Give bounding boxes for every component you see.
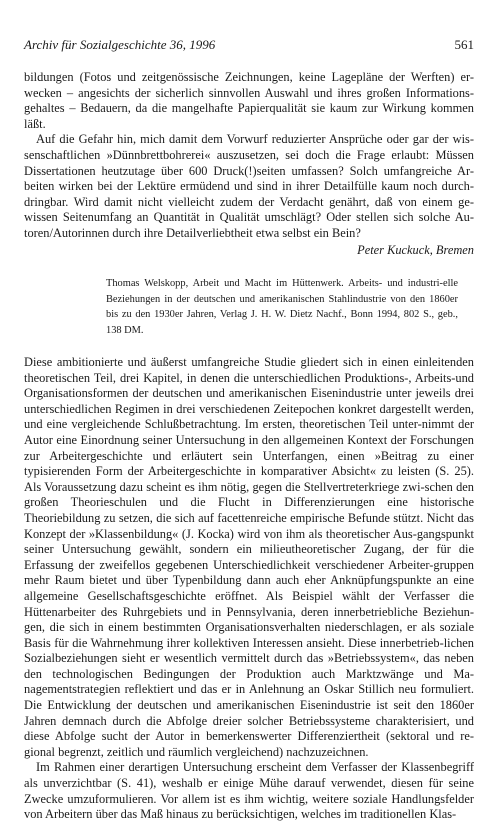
book-citation: Thomas Welskopp, Arbeit und Macht im Hüttenwerk. Arbeits- und industri-elle Beziehungen in der deutschen und amerikanischen Stahlindustrie von den 1860er bis zu den 1930er Jahren, Verlag J. H. W. Dietz Nachf., Bonn 1994, 802 S., geb., 138 DM. <box>106 278 458 336</box>
page-number: 561 <box>454 37 474 52</box>
running-header <box>24 36 474 54</box>
previous-review-text <box>24 70 474 242</box>
paragraph: bildungen (Fotos und zeitgenössische Zeichnungen, keine Lagepläne der Werften) er-wecken – angesichts der sicherlich sinnvollen Auswahl und ihres großen Informations-gehaltes – Bedauern, da die mangelhafte Papierqualität sie kaum zur Wirkung kommen läßt. <box>24 70 474 131</box>
journal-title: Archiv für Sozialgeschichte 36, 1996 <box>24 37 216 52</box>
review-text <box>24 355 474 823</box>
paragraph: Auf die Gefahr hin, mich damit dem Vorwurf reduzierter Ansprüche oder gar der wis-senschaftlichen »Dünnbrettbohrerei« auszusetzen, sei doch die Frage erlaubt: Müssen Dissertationen heutzutage über 600 Druck(!)seiten umfassen? Solch umfangreiche Ar-beiten wirken bei der Lektüre ermüdend und sind in ihrer Detailfülle kaum noch durch-dringbar. Wird damit nicht vielleicht zudem der Verdacht genährt, daß von einem ge-wissen Seitenumfang an Quantität in Qualität umschlägt? Oder stellen sich solche Au-toren/Autorinnen durch ihre Detailverliebtheit etwa selbst ein Bein? <box>24 132 474 240</box>
paragraph: Im Rahmen einer derartigen Untersuchung erscheint dem Verfasser der Klassenbegriff als unverzichtbar (S. 41), weshalb er einige Mühe darauf verwendet, diesen für seine Zwecke umzuformulieren. Vor allem ist es ihm wichtig, weitere soziale Handlungsfelder von Arbeitern über das Maß hinaus zu berücksichtigen, welches im traditionellen Klas- <box>24 760 474 822</box>
paragraph: Diese ambitionierte und äußerst umfangreiche Studie gliedert sich in einen einleitenden theoretischen Teil, drei Kapitel, in denen die unterschiedlichen Produktions-, Arbeits-und Organisationsformen der deutschen und amerikanischen Eisenindustrie unter jeweils drei unterschiedlichen Regimen in drei verschiedenen Zeitepochen konkret dargestellt werden, und eine vergleichende Schlußbetrachtung. Im ersten, theoretischen Teil unter-nimmt der Autor eine Einordnung seiner Untersuchung in den allgemeinen Kontext der Forschungen zur Arbeitergeschichte und erläutert sein Unterfangen, einen »Beitrag zu einer typisierenden Form der Arbeitergeschichte in komparativer Absicht« zu leisten (S. 25). Als Voraussetzung dazu scheint es ihm nötig, gegen die Stellvertreterkriege zwi-schen den großen Theorieschulen und die Flucht in Differenzierungen eine historische Theoriebildung zu setzen, die sich auf facettenreiche empirische Befunde stützt. Nicht das Konzept der »Klassenbildung« (J. Kocka) wird von ihm als theoretischer Aus-gangspunkt seiner Untersuchung gewählt, sondern ein milieutheoretischer Zugang, der für die Erfassung der zweifellos gegebenen Unterschiedlichkeit verschiedener Arbeiter-gruppen mehr Raum bietet und über Typenbildung dann auch eher Anknüpfungspunkte an eine allgemeine Gesellschaftsgeschichte eröffnet. Als Beispiel wählt der Verfasser die Hüttenarbeiter des Ruhrgebiets und in Pennsylvania, deren innerbetriebliche Beziehun-gen, die sich in einem bestimmten Organisationsverhalten niederschlagen, er als soziale Basis für die Wahrnehmung ihrer kollektiven Interessen ansieht. Diese innerbetrieb-lichen Sozialbeziehungen sieht er wesentlich vermittelt durch das »Betriebssystem«, das neben den technologischen Bedingungen der Produktion auch Marktzwänge und Ma-nagementstrategien reflektiert und das er in Anlehnung an Oskar Stillich neu formuliert. Die Entwicklung der deutschen und amerikanischen Eisenindustrie ist seit den 1860er Jahren demnach durch die Abfolge dreier solcher Betriebssysteme charakterisiert, und diese Abfolge sucht der Autor in bemerkenswerter Differenziertheit (sektoral und re-gional begrenzt, zeitlich und räumlich vergleichend) nachzuzeichnen. <box>24 355 474 759</box>
reviewer-signature: Peter Kuckuck, Bremen <box>357 243 474 257</box>
